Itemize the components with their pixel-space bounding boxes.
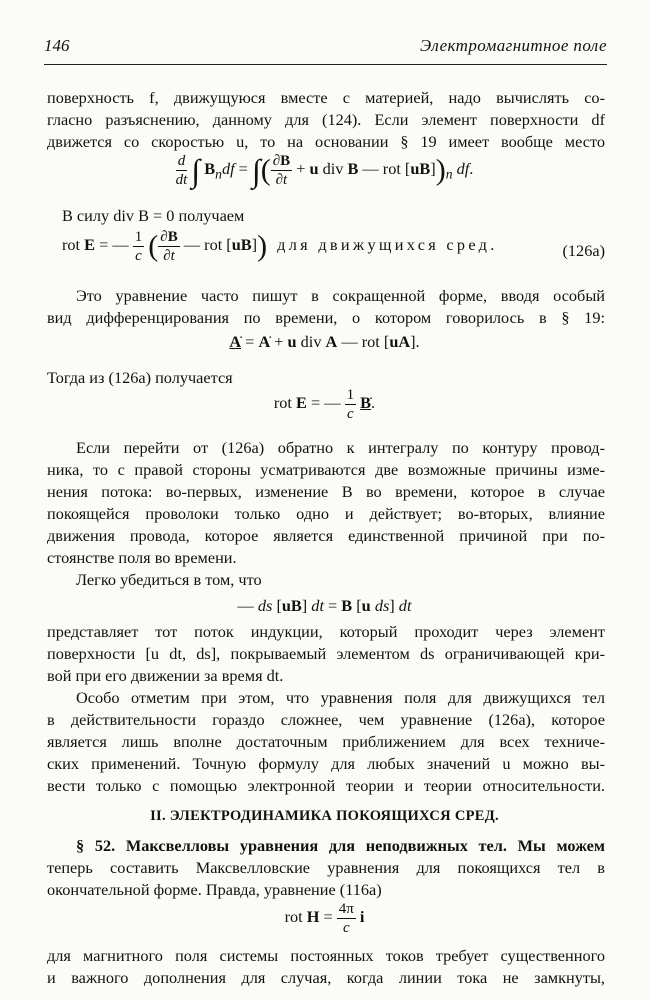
- text-line: окончательной форме. Правда, уравнение (116а): [47, 880, 382, 899]
- equation-126a: rot E = — $\frac{1}{c}$ ( $\frac{\partial B}{\partial t}$ — rot [uB]) для движущихся сред.: [62, 229, 498, 264]
- text-line: и важного дополнения для случая, когда линии тока не замкнуты,: [47, 968, 605, 987]
- text-line: Легко убедиться в том, что: [76, 570, 262, 589]
- text-line: В силу div B = 0 получаем: [62, 206, 245, 225]
- text-line: нения потока: во-первых, изменение B во времени, которое в случае: [47, 482, 605, 501]
- page-header: [44, 36, 607, 58]
- paragraph-heading-line: § 52. Максвелловы уравнения для неподвижных тел. Мы можем: [76, 836, 605, 855]
- running-title: Электромагнитное поле: [419, 36, 607, 55]
- equation-rot-E: rot E = — $\frac{1}{c}$ Ḃ.: [273, 387, 376, 422]
- page-number: 146: [44, 36, 70, 55]
- text-line: Это уравнение часто пишут в сокращенной форме, вводя особый: [76, 286, 605, 305]
- text-line: движения провода, которое является единственной причиной при по-: [47, 526, 605, 545]
- text-line: поверхность f, движущуюся вместе с материей, надо вычислять со-: [47, 88, 605, 107]
- section-heading: II. ЭЛЕКТРОДИНАМИКА ПОКОЯЩИХСЯ СРЕД.: [150, 808, 499, 824]
- text-line: представляет тот поток индукции, который проходит через элемент: [47, 622, 605, 641]
- text-line: в действительности гораздо сложнее, чем уравнение (126а), которое: [47, 710, 605, 729]
- text-line: стоянстве поля во времени.: [47, 548, 237, 567]
- text-line: вести только с помощью электронной теории и теории относительности.: [47, 776, 605, 795]
- equation-116a: rot H = $\frac{4\pi}{c}$ i: [284, 901, 365, 936]
- text-line: вой при его движении за время dt.: [47, 666, 284, 685]
- text-line: покоящейся проволоки только одно и действует; во-вторых, влияние: [47, 504, 605, 523]
- text-line: поверхности [u dt, ds], покрываемый элементом ds ограничивающей кри-: [47, 644, 605, 663]
- text-line: теперь составить Максвелловские уравнения для покоящихся тел в: [47, 858, 605, 877]
- equation-flux-element: — ds [uB] dt = B [u ds] dt: [237, 596, 412, 615]
- text-line: вид дифференцирования по времени, о котором говорилось в § 19:: [47, 308, 605, 327]
- text-line: движется со скоростью u, то на основании § 19 имеет вообще место: [47, 132, 605, 151]
- text-line: гласно разъяснению, данному для (124). Если элемент поверхности df: [47, 110, 605, 129]
- equation-A-dot: Ȧ = Ȧ + u div A — rot [uA].: [229, 332, 420, 351]
- text-line: Особо отметим при этом, что уравнения поля для движущихся тел: [76, 688, 605, 707]
- text-line: является лишь вполне достаточным приближением для всех техниче-: [47, 732, 605, 751]
- text-line: Если перейти от (126а) обратно к интегралу по контуру провод-: [76, 438, 605, 457]
- equation-number: (126а): [562, 241, 605, 260]
- text-line: ских применений. Точную формулу для любых значений u можно вы-: [47, 754, 605, 773]
- header-rule: [44, 64, 607, 65]
- equation-flux-derivative: $\frac{d}{dt}$ ∫ $B_ndf$ = ∫( $\frac{\partial B}{\partial t}$ + u div B — rot $[uB])_n$ df.: [175, 152, 474, 189]
- equation-126a-text: для движущихся сред.: [277, 235, 498, 255]
- text-line: Тогда из (126а) получается: [47, 368, 233, 387]
- text-line: ника, то с правой стороны усматриваются две возможные причины изме-: [47, 460, 605, 479]
- text-line: для магнитного поля системы постоянных токов требует существенного: [47, 946, 605, 965]
